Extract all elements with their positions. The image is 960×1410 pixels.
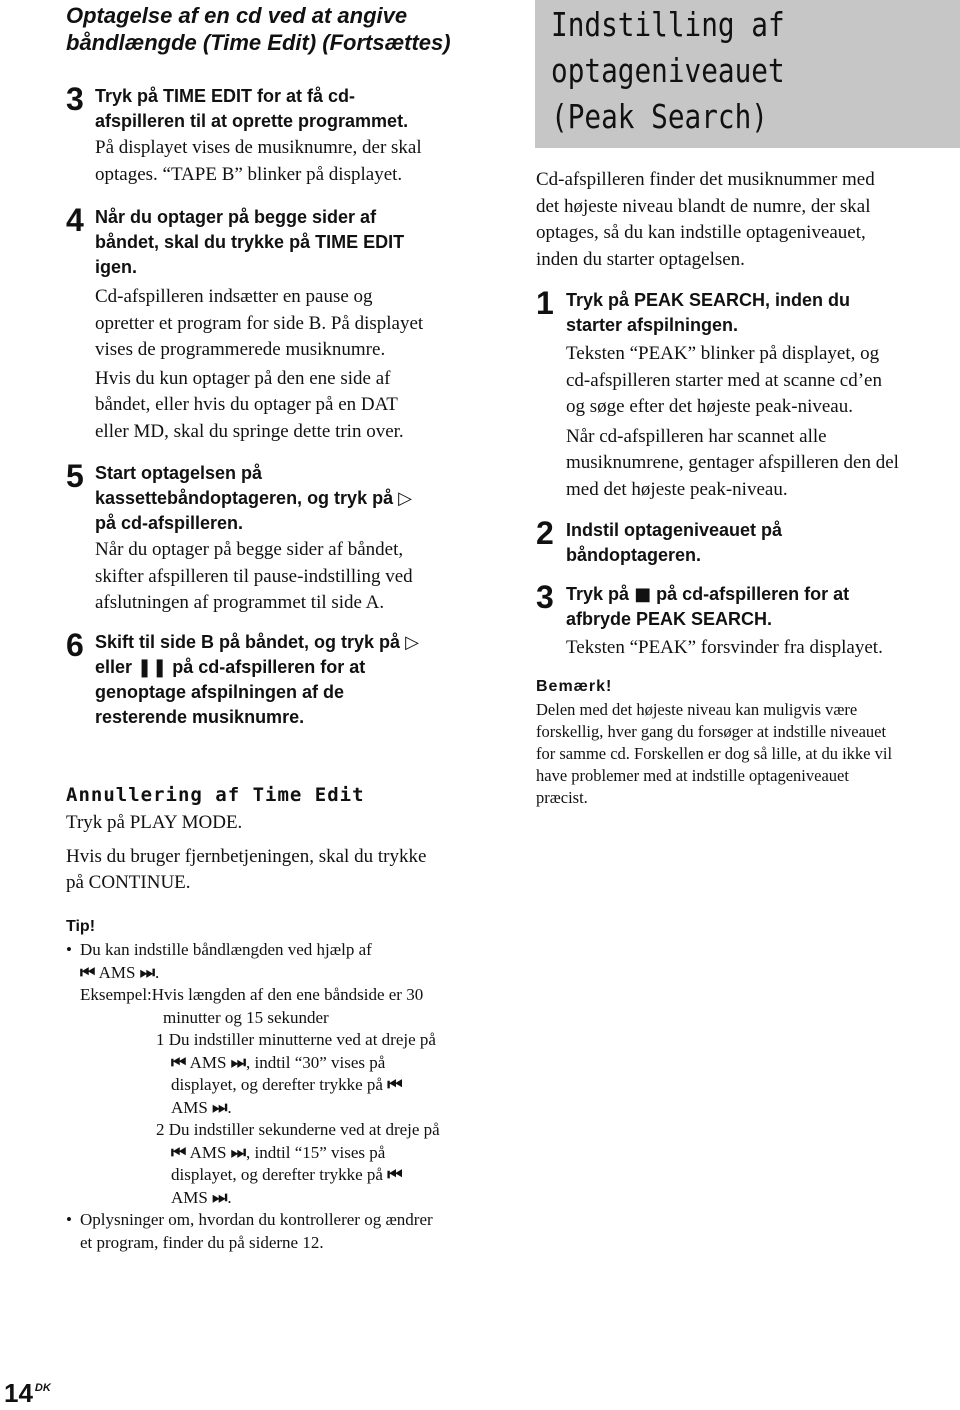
- step-title: Indstil optageniveauet på båndoptageren.: [566, 520, 783, 565]
- next-icon: ⏭: [212, 1187, 228, 1208]
- step-number: 3: [536, 579, 554, 615]
- note-section: [536, 678, 960, 809]
- note-heading: Bemærk!: [536, 678, 613, 695]
- next-icon: ⏭: [212, 1097, 228, 1118]
- peak-search-heading-box: [535, 0, 960, 148]
- step-body: Cd-afspilleren indsætter en pause og opretter et program for side B. På displayet vises de programmerede musiknumre.: [95, 286, 424, 360]
- cancel-heading: Annullering af Time Edit: [66, 784, 365, 806]
- step-number: 5: [66, 458, 84, 494]
- step-number: 1: [536, 285, 554, 321]
- next-icon: ⏭: [230, 1142, 247, 1163]
- prev-icon: ⏮: [171, 1052, 187, 1073]
- step-title: Når du optager på begge sider af båndet, skal du trykke på TIME EDIT igen.: [95, 207, 405, 277]
- tip-heading: Tip!: [66, 918, 96, 935]
- prev-icon: ⏮: [80, 962, 96, 983]
- prev-icon: ⏮: [387, 1165, 403, 1185]
- stop-icon: ■: [634, 584, 652, 605]
- play-icon: ▷: [405, 632, 419, 653]
- step-number: 4: [66, 202, 84, 238]
- bullet-icon: •: [66, 940, 72, 959]
- step-6: [66, 627, 506, 730]
- note-text: Delen med det højeste niveau kan muligvis være forskellig, hver gang du forsøger at indstille niveauet for samme cd. Forskellen er dog så lille, at du ikke vil have problemer med at indstille optageniveauet præcist.: [536, 700, 893, 807]
- peak-step-1: [536, 285, 960, 503]
- step-body: Teksten “PEAK” forsvinder fra displayet.: [566, 637, 883, 658]
- tip-bullet-1: • Du kan indstille båndlængden ved hjælp af ⏮ AMS ⏭.: [66, 940, 372, 983]
- step-title: Skift til side B på båndet, og tryk på ▷ eller ❚❚ på cd-afspilleren for at genoptage afspilningen af de resterende musiknumre.: [95, 632, 419, 727]
- peak-step-3: [536, 579, 960, 662]
- play-icon: ▷: [398, 488, 412, 509]
- step-number: 2: [536, 515, 554, 551]
- peak-search-heading: Indstilling af optageniveauet (Peak Search): [551, 5, 785, 136]
- step-body-more: Når cd-afspilleren har scannet alle musiknumrene, gentager afspilleren den del med det højeste peak-niveau.: [566, 425, 899, 500]
- tip-example: Eksempel:Hvis længden af den ene båndside er 30 minutter og 15 sekunder: [80, 985, 424, 1027]
- next-icon: ⏭: [139, 962, 156, 983]
- step-number: 6: [66, 627, 84, 663]
- tip-example-step-1: 1 Du indstiller minutterne ved at dreje på ⏮ AMS ⏭, indtil “30” vises på displayet, og derefter trykke på ⏮ AMS ⏭.: [156, 1030, 436, 1118]
- bullet-icon: •: [66, 1210, 72, 1229]
- step-body: På displayet vises de musiknumre, der skal optages. “TAPE B” blinker på displayet.: [95, 137, 422, 185]
- page-language: DK: [34, 1382, 51, 1394]
- section-header: [66, 2, 506, 56]
- step-3: [66, 81, 506, 188]
- page-number: 14 $^{DK}$: [4, 1378, 51, 1408]
- tip-section: [66, 918, 526, 1254]
- prev-icon: ⏮: [387, 1075, 403, 1095]
- pause-icon: ❚❚: [137, 657, 168, 678]
- step-body-note: Hvis du kun optager på den ene side af båndet, eller hvis du optager på en DAT eller MD, skal du springe dette trin over.: [95, 367, 404, 442]
- cancel-line-1: Tryk på PLAY MODE.: [66, 812, 243, 833]
- step-body: Teksten “PEAK” blinker på displayet, og cd-afspilleren starter med at scanne cd’en og søge efter det højeste peak-niveau.: [566, 343, 882, 417]
- peak-step-2: [536, 515, 960, 568]
- tip-bullet-2: • Oplysninger om, hvordan du kontrollerer og ændrer et program, finder du på siderne 12.: [66, 1210, 433, 1252]
- step-title: Start optagelsen på kassettebåndoptageren, og tryk på ▷ på cd-afspilleren.: [95, 463, 412, 533]
- cancel-section: [66, 784, 516, 897]
- header-line-2: båndlængde (Time Edit) (Fortsættes): [66, 30, 451, 55]
- step-4: [66, 202, 506, 445]
- header-line-1: Optagelse af en cd ved at angive: [66, 3, 408, 28]
- prev-icon: ⏮: [171, 1142, 187, 1163]
- step-title: Tryk på TIME EDIT for at få cd- afspilleren til at oprette programmet.: [95, 86, 409, 131]
- step-body: Når du optager på begge sider af båndet, skifter afspilleren til pause-indstilling ved afslutningen af programmet til side A.: [95, 539, 413, 613]
- step-5: [66, 458, 506, 617]
- tip-example-step-2: 2 Du indstiller sekunderne ved at dreje på ⏮ AMS ⏭, indtil “15” vises på displayet, og derefter trykke på ⏮ AMS ⏭.: [156, 1120, 440, 1208]
- cancel-text: Hvis du bruger fjernbetjeningen, skal du trykke på CONTINUE.: [66, 845, 427, 893]
- next-icon: ⏭: [230, 1052, 247, 1073]
- peak-search-intro: Cd-afspilleren finder det musiknummer med det højeste niveau blandt de numre, der skal optages, så du kan indstille optageniveauet, inden du starter optagelsen.: [536, 169, 875, 270]
- step-title: Tryk på ■ på cd-afspilleren for at afbryde PEAK SEARCH.: [566, 584, 850, 629]
- step-title: Tryk på PEAK SEARCH, inden du starter afspilningen.: [566, 290, 851, 335]
- step-number: 3: [66, 81, 84, 117]
